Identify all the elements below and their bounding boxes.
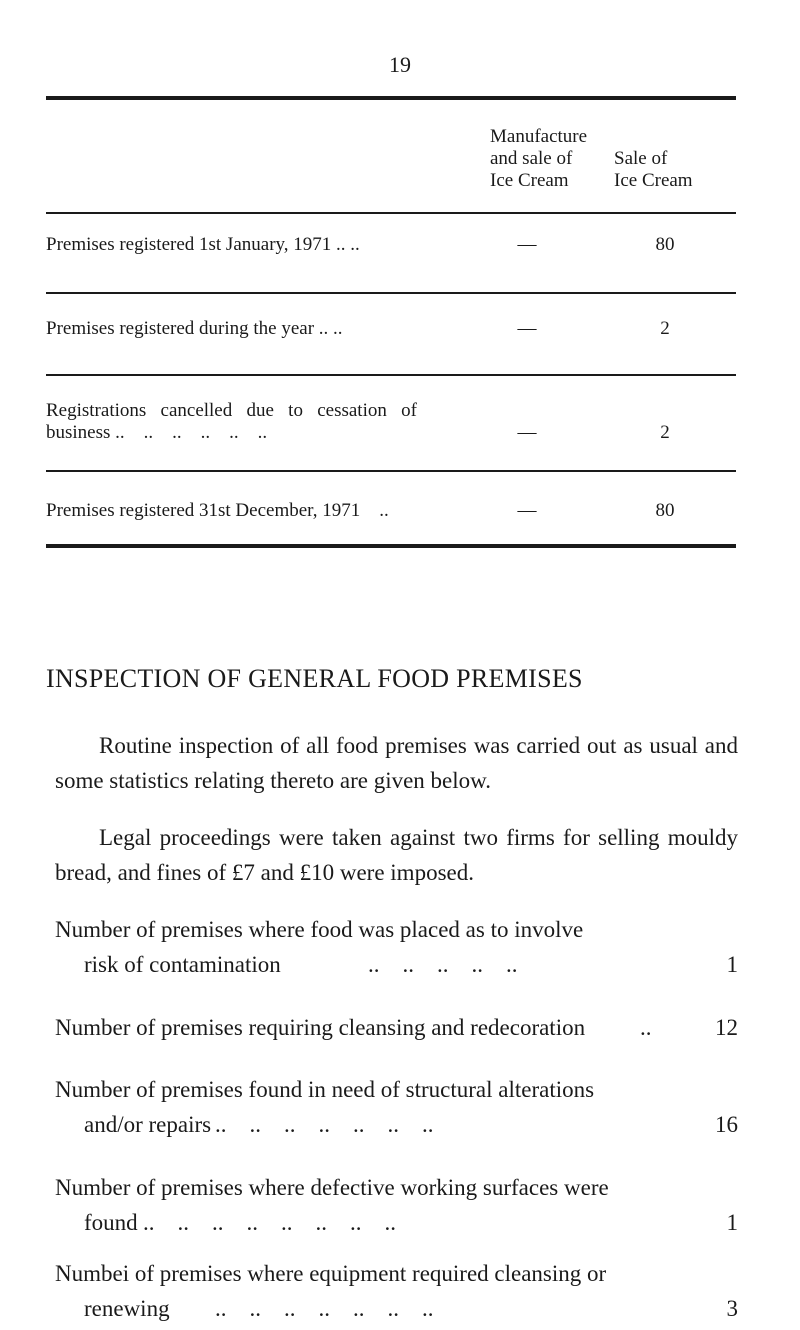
stat-line: Numbei of premises where equipment required cleansing or — [55, 1261, 607, 1286]
table-cell-col2: 80 — [655, 234, 675, 255]
stat-line: Number of premises found in need of structural alterations — [55, 1077, 595, 1102]
stat-line: risk of contamination .. .. .. .. .. 1 — [55, 947, 738, 982]
column-header-line: Ice Cream — [614, 170, 693, 191]
dot-leader: .. .. .. .. .. .. .. — [215, 1112, 434, 1137]
table-cell-col1: — — [517, 234, 537, 255]
table-cell-col1: — — [517, 318, 537, 339]
dot-leader: .. — [640, 1015, 652, 1040]
stat-item — [55, 1256, 738, 1326]
stat-item — [55, 1072, 738, 1142]
paragraph: Legal proceedings were taken against two firms for selling mouldy bread, and fines of £7 and £10 were imposed. — [55, 825, 738, 885]
column-header-sale — [614, 148, 693, 192]
stat-line: and/or repairs .. .. .. .. .. .. .. 16 — [55, 1107, 738, 1142]
column-header-line: Sale of — [614, 148, 668, 169]
table-row-label: business .. .. .. .. .. .. — [46, 422, 268, 443]
table-cell-col1: — — [517, 422, 537, 443]
dot-leader: .. .. .. .. .. .. .. .. — [143, 1210, 396, 1235]
stat-value: 1 — [726, 1210, 738, 1235]
stat-value: 12 — [715, 1015, 738, 1040]
stat-line: renewing .. .. .. .. .. .. .. 3 — [55, 1291, 738, 1326]
dot-leader: .. .. .. .. .. — [368, 952, 518, 977]
table-bottom-rule — [46, 544, 736, 548]
table-cell-col1: — — [517, 500, 537, 521]
table-cell-col2: 80 — [655, 500, 675, 521]
column-header-manufacture — [490, 126, 587, 192]
table-cell-col2: 2 — [660, 422, 670, 443]
table-row-rule — [46, 470, 736, 472]
section-heading: INSPECTION OF GENERAL FOOD PREMISES — [46, 664, 583, 693]
table-row-label-line1: Registrations cancelled due to cessation of — [46, 400, 417, 421]
table-row-label: Premises registered during the year .. .. — [46, 318, 343, 339]
table-row-label: Premises registered 1st January, 1971 .. .. — [46, 234, 360, 255]
stat-line: found .. .. .. .. .. .. .. .. 1 — [55, 1205, 738, 1240]
table-row-label: Premises registered 31st December, 1971 .. — [46, 500, 389, 521]
column-header-line: and sale of — [490, 148, 573, 169]
stat-line: Number of premises where defective working surfaces were — [55, 1175, 609, 1200]
stat-value: 16 — [715, 1112, 738, 1137]
dot-leader: .. .. .. .. .. .. .. — [215, 1296, 434, 1321]
stat-value: 1 — [726, 952, 738, 977]
column-header-line: Manufacture — [490, 126, 588, 147]
stat-value: 3 — [726, 1296, 738, 1321]
stat-item — [55, 1010, 738, 1045]
table-cell-col2: 2 — [660, 318, 670, 339]
table-header-rule — [46, 212, 736, 214]
column-header-line: Ice Cream — [490, 170, 569, 191]
stat-item — [55, 912, 738, 982]
page-number: 19 — [389, 52, 411, 77]
table-row-rule — [46, 292, 736, 294]
table-row-rule — [46, 374, 736, 376]
stat-line: Number of premises where food was placed as to involve — [55, 917, 584, 942]
stat-item — [55, 1170, 738, 1240]
stat-line: Number of premises requiring cleansing and redecoration .. 12 — [55, 1010, 738, 1045]
paragraph: Routine inspection of all food premises was carried out as usual and some statistics relating thereto are given below. — [55, 733, 738, 793]
table-top-rule — [46, 96, 736, 100]
